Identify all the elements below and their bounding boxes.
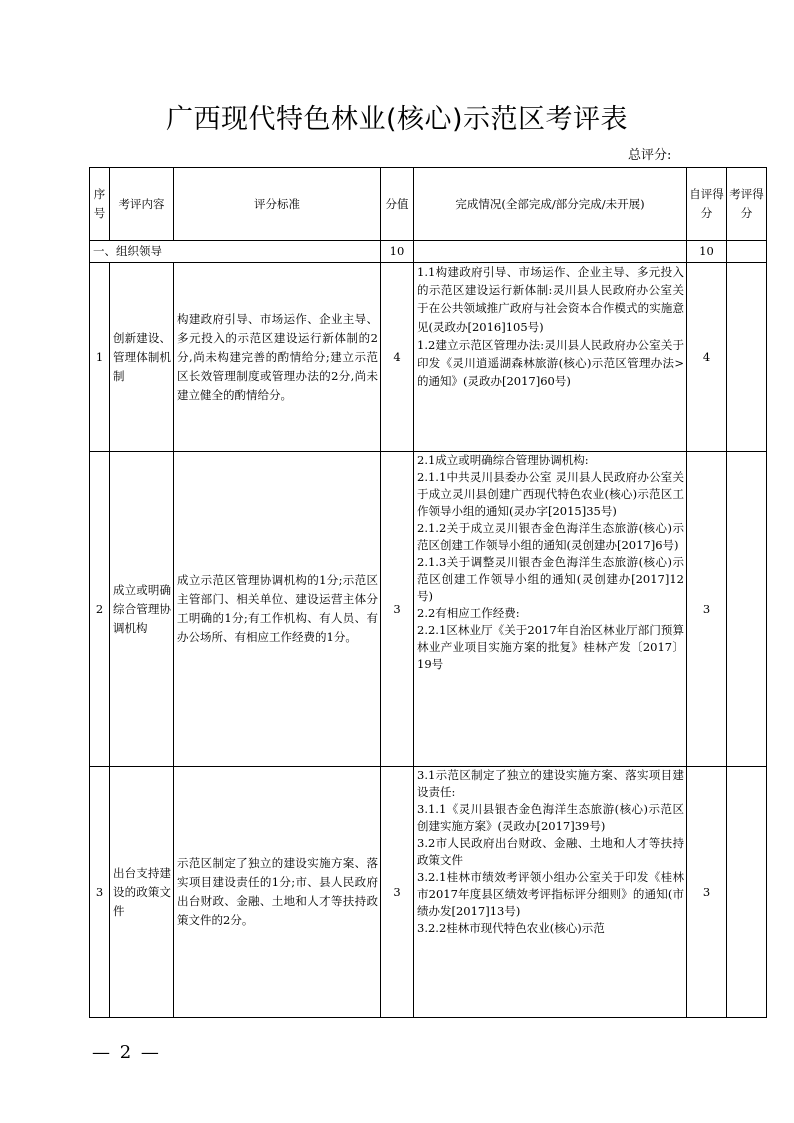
row-points: 3 <box>381 767 414 1018</box>
table-row <box>90 767 767 1018</box>
section-label: 一、组织领导 <box>90 241 381 263</box>
row-standard: 成立示范区管理协调机构的1分;示范区主管部门、相关单位、建设运营主体分工明确的1分;有工作机构、有人员、有办公场所、有相应工作经费的1分。 <box>174 452 381 767</box>
row-review-score <box>727 263 767 452</box>
status-line: 2.1.2关于成立灵川银杏金色海洋生态旅游(核心)示范区创建工作领导小组的通知(灵创建办[2017]6号) <box>417 521 684 552</box>
section-status <box>414 241 687 263</box>
row-status <box>414 452 687 767</box>
row-review-score <box>727 452 767 767</box>
status-line: 2.2有相应工作经费: <box>417 606 520 620</box>
row-item: 成立或明确综合管理协调机构 <box>110 452 174 767</box>
row-seq: 1 <box>90 263 110 452</box>
row-seq: 2 <box>90 452 110 767</box>
row-status <box>414 767 687 1018</box>
section-self-score: 10 <box>687 241 727 263</box>
row-seq: 3 <box>90 767 110 1018</box>
row-item: 出台支持建设的政策文件 <box>110 767 174 1018</box>
header-seq: 序号 <box>90 168 110 241</box>
total-score-label: 总评分: <box>628 148 672 163</box>
header-item: 考评内容 <box>110 168 174 241</box>
status-line: 1.2建立示范区管理办法:灵川县人民政府办公室关于印发《灵川逍遥湖森林旅游(核心)示范区管理办法>的通知》(灵政办[2017]60号) <box>417 337 684 389</box>
status-line: 2.1成立或明确综合管理协调机构: <box>417 453 589 467</box>
row-standard: 示范区制定了独立的建设实施方案、落实项目建设责任的1分;市、县人民政府出台财政、金融、土地和人才等扶持政策文件的2分。 <box>174 767 381 1018</box>
row-status <box>414 263 687 452</box>
page-number: — 2 — <box>92 1042 161 1063</box>
page-title: 广西现代特色林业(核心)示范区考评表 <box>165 104 629 135</box>
status-line: 2.2.1区林业厅《关于2017年自治区林业厅部门预算林业产业项目实施方案的批复》桂林产发〔2017〕19号 <box>417 623 684 671</box>
status-line: 3.2.2桂林市现代特色农业(核心)示范 <box>417 921 605 935</box>
section-points: 10 <box>381 241 414 263</box>
header-standard: 评分标准 <box>174 168 381 241</box>
status-line: 3.1.1《灵川县银杏金色海洋生态旅游(核心)示范区创建实施方案》(灵政办[2017]39号) <box>417 802 684 833</box>
status-line: 3.1示范区制定了独立的建设实施方案、落实项目建设责任: <box>417 768 684 799</box>
status-line: 1.1构建政府引导、市场运作、企业主导、多元投入的示范区建设运行新体制:灵川县人民政府办公室关于在公共领域推广政府与社会资本合作模式的实施意见(灵政办[2016]105号) <box>417 265 684 334</box>
row-self-score: 3 <box>687 452 727 767</box>
status-line: 2.1.1中共灵川县委办公室 灵川县人民政府办公室关于成立灵川县创建广西现代特色农业(核心)示范区工作领导小组的通知(灵办字[2015]35号) <box>417 470 684 518</box>
evaluation-table <box>89 167 767 1018</box>
status-line: 3.2.1桂林市绩效考评领小组办公室关于印发《桂林市2017年度县区绩效考评指标评分细则》的通知(市绩办发[2017]13号) <box>417 870 684 918</box>
row-item: 创新建设、管理体制机制 <box>110 263 174 452</box>
header-self-score: 自评得分 <box>687 168 727 241</box>
section-row <box>90 241 767 263</box>
row-self-score: 3 <box>687 767 727 1018</box>
row-self-score: 4 <box>687 263 727 452</box>
header-review-score: 考评得分 <box>727 168 767 241</box>
row-points: 3 <box>381 452 414 767</box>
table-header-row <box>90 168 767 241</box>
table-row <box>90 263 767 452</box>
table-row <box>90 452 767 767</box>
row-review-score <box>727 767 767 1018</box>
row-points: 4 <box>381 263 414 452</box>
header-points: 分值 <box>381 168 414 241</box>
status-line: 3.2市人民政府出台财政、金融、土地和人才等扶持政策文件 <box>417 836 684 867</box>
row-standard: 构建政府引导、市场运作、企业主导、多元投入的示范区建设运行新体制的2分,尚未构建完善的酌情给分;建立示范区长效管理制度或管理办法的2分,尚未建立健全的酌情给分。 <box>174 263 381 452</box>
section-review-score <box>727 241 767 263</box>
status-line: 2.1.3关于调整灵川银杏金色海洋生态旅游(核心)示范区创建工作领导小组的通知(灵创建办[2017]12号) <box>417 555 684 603</box>
header-status: 完成情况(全部完成/部分完成/未开展) <box>414 168 687 241</box>
